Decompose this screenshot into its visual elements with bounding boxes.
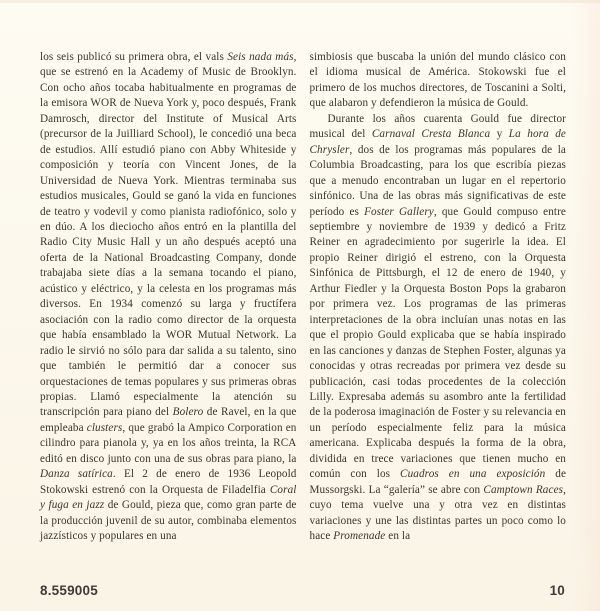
page-footer (40, 583, 565, 598)
left-column (40, 50, 297, 545)
paragraph: simbiosis que buscaba la unión del mundo clásico con el idioma musical de América. Stokowski fue el primero de los muchos directores, de Toscanini a Solti, que alabaron y defendieron la música de Gould. (309, 51, 566, 110)
right-column (310, 50, 567, 545)
paragraph: los seis publicó su primera obra, el vals Seis nada más, que se estrenó en la Academy of Music de Brooklyn. Con ocho años tocaba habitualmente en programas de la emisora WOR de Nueva York y, poco después, Frank Damrosch, director del Institute of Musical Arts (precursor de la Juilliard School), le concedió una beca de estudios. Allí estudió piano con Abby Whiteside y composición y teoría con Vincent Jones, de la Universidad de Nueva York. Mientras terminaba sus estudios musicales, Gould se ganó la vida en funciones de teatro y vodevil y como pianista radiofónico, solo y en dúo. A los dieciocho años entró en la plantilla del Radio City Music Hall y un año después aceptó una oferta de la National Broadcasting Company, donde trabajaba siete días a la semana tocando el piano, acústico y eléctrico, y la celesta en los programas más diversos. En 1934 comenzó su larga y fructífera asociación con la radio como director de la orquesta que había ensamblado la WOR Mutual Network. La radio le sirvió no sólo para dar salida a su talento, sino que también le permitió dar a conocer sus orquestaciones de temas populares y sus primeras obras propias. Llamó especialmente la atención su transcripción para piano del Bolero de Ravel, en la que empleaba clusters, que grabó la Ampico Corporation en cilindro para pianola y, ya en los años treinta, la RCA editó en disco junto con una de sus obras para piano, la Danza satírica. El 2 de enero de 1936 Leopold Stokowski estrenó con la Orquesta de Filadelfia Coral y fuga en jazz de Gould, pieza que, como gran parte de la producción juvenil de su autor, combinaba elementos jazzísticos y populares en una (40, 51, 297, 543)
paragraph: Durante los años cuarenta Gould fue director musical del Carnaval Cresta Blanca y La hora de Chrysler, dos de los programas más populares de la Columbia Broadcasting, para los que escribía piezas que a menudo encontraban un lugar en el repertorio sinfónico. Una de las obras más significativas de este período es Foster Gallery, que Gould compuso entre septiembre y noviembre de 1939 y dedicó a Fritz Reiner en agradecimiento por sugerirle la idea. El propio Reiner dirigió el estreno, con la Orquesta Sinfónica de Pittsburgh, el 12 de enero de 1940, y Arthur Fiedler y la Orquesta Boston Pops la grabaron por primera vez. Los programas de las primeras interpretaciones de la obra incluían unas notas en las que el propio Gould explicaba que se había inspirado en las canciones y danzas de Stephen Foster, algunas ya conocidas y otras recreadas por primera vez desde su publicación, casi todas procedentes de la colección Lilly. Expresaba además su asombro ante la fertilidad de la poderosa imaginación de Foster y su relevancia en un período especialmente feliz para la música americana. Explicaba después la forma de la obra, dividida en trece variaciones que tienen mucho en común con los Cuadros en una exposición de Mussorgski. La “galería” se abre con Camptown Races, cuyo tema vuelve una y otra vez en distintas variaciones y une las distintas partes un poco como lo hace Promenade en la (309, 112, 567, 543)
catalog-number: 8.559005 (40, 583, 98, 598)
page-number: 10 (549, 583, 565, 598)
text-columns (40, 50, 566, 545)
